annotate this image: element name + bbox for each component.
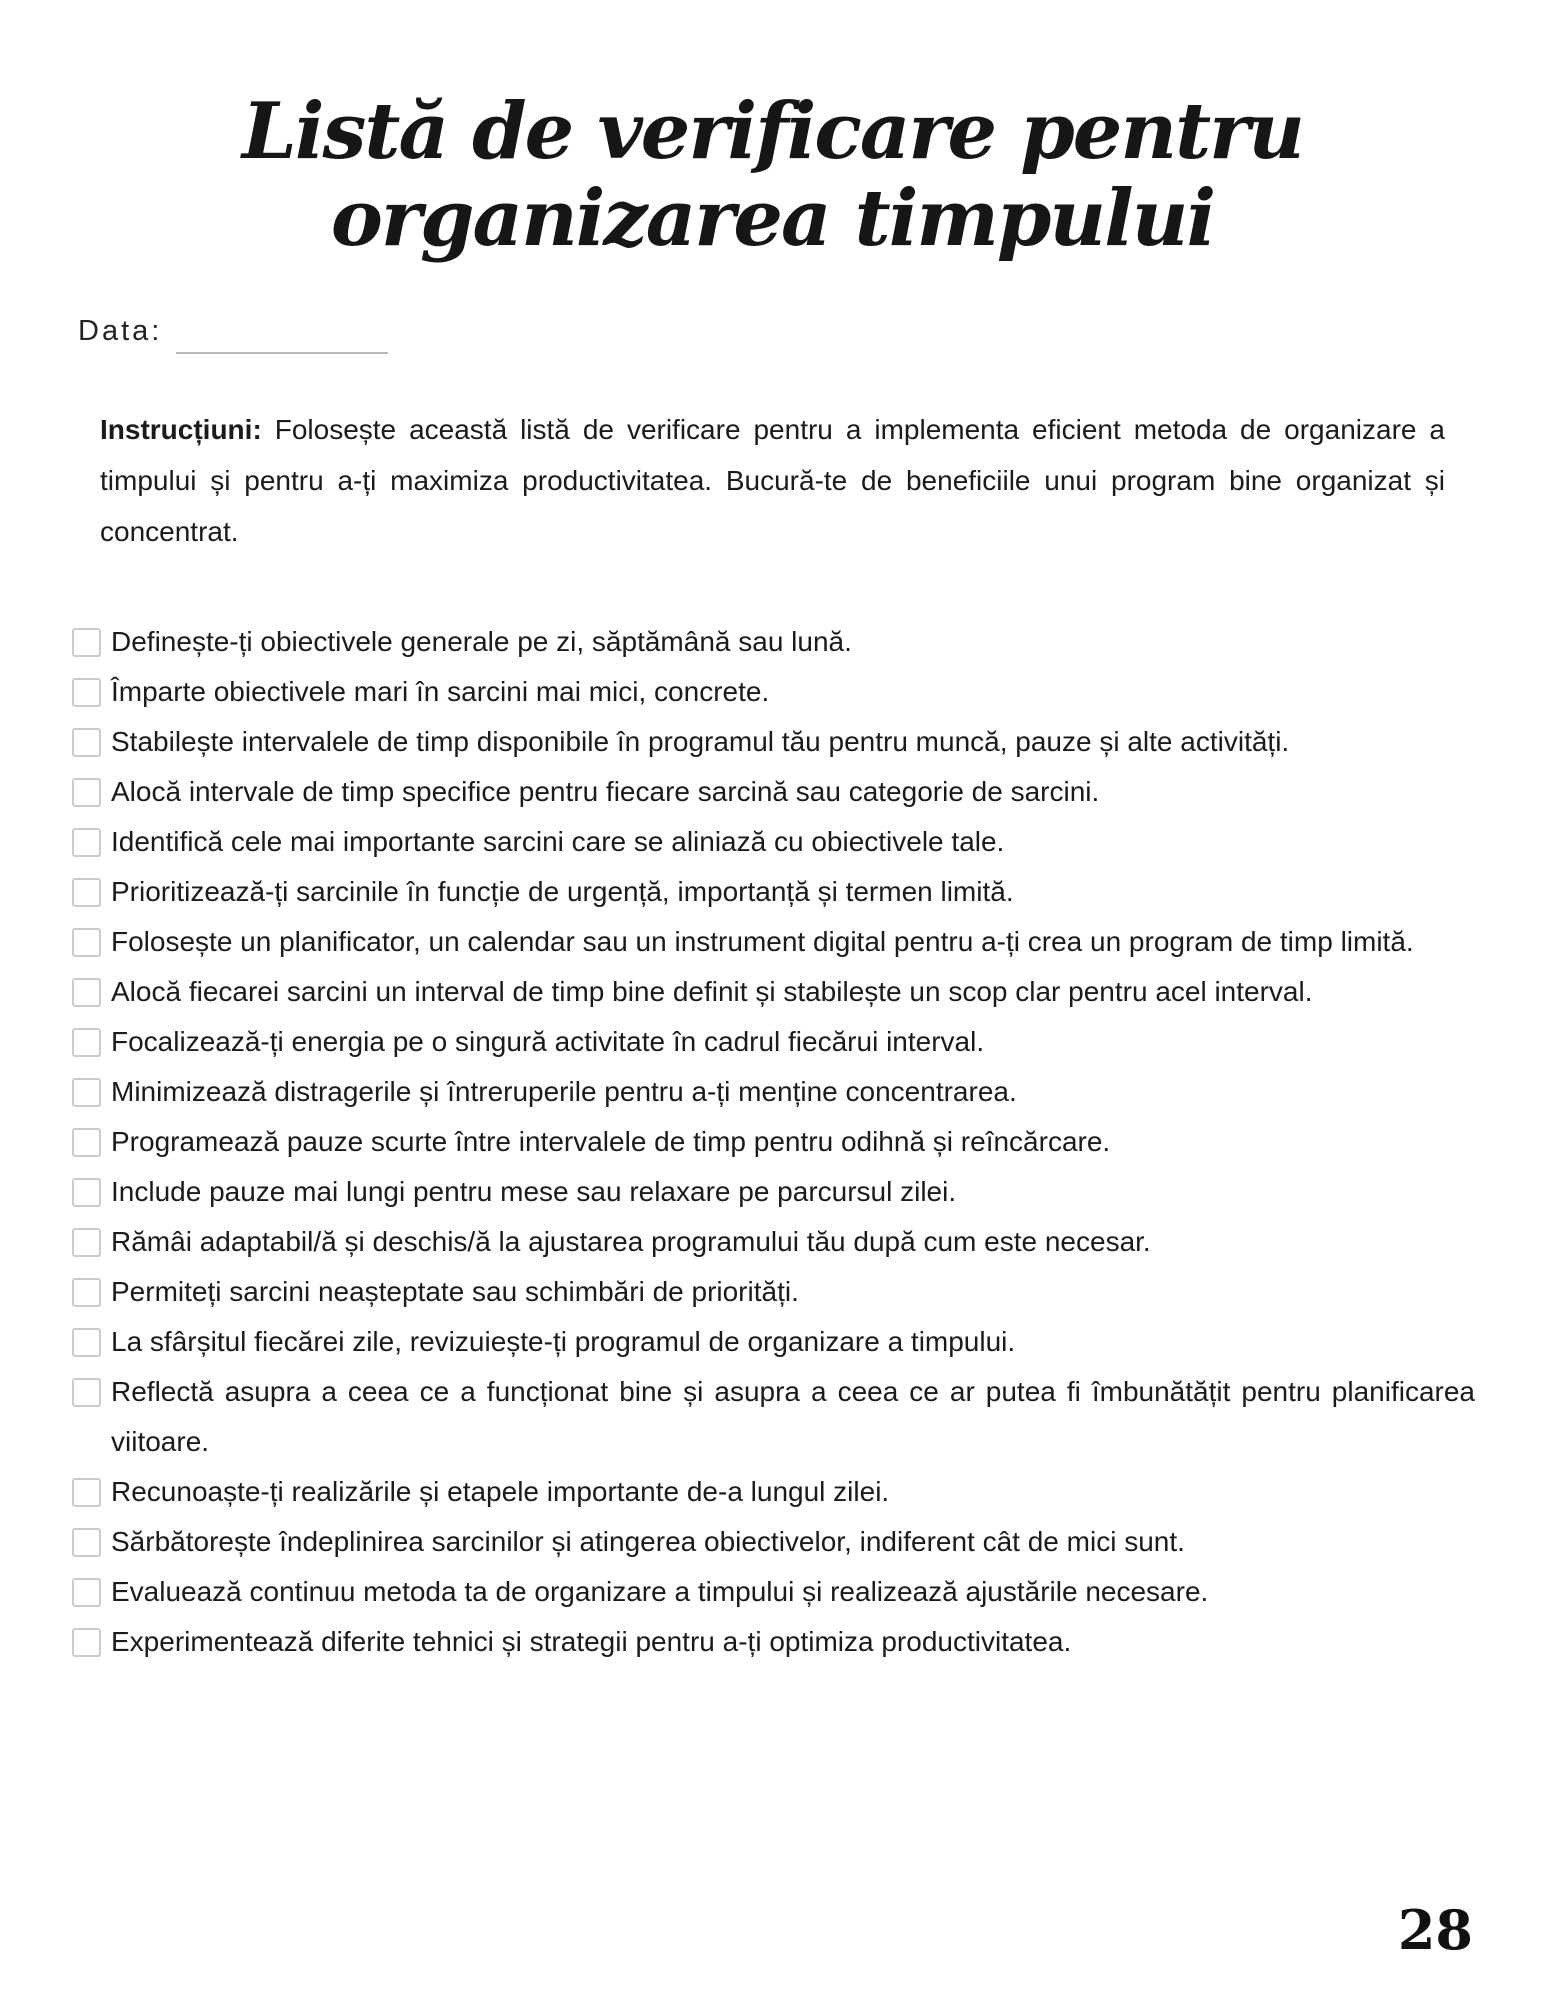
checklist-item-label: Definește-ți obiectivele generale pe zi, săptămână sau lună. <box>111 625 852 657</box>
checklist-item <box>72 1317 1475 1367</box>
checkbox[interactable] <box>72 1578 101 1607</box>
checklist-item-label: Minimizează distragerile și întreruperile pentru a-ți menține concentrarea. <box>111 1075 1017 1107</box>
checklist-item <box>72 1217 1475 1267</box>
checklist-item-label: Include pauze mai lungi pentru mese sau relaxare pe parcursul zilei. <box>111 1175 957 1207</box>
checklist-item-label: Permiteți sarcini neașteptate sau schimbări de priorități. <box>111 1275 799 1307</box>
checkbox[interactable] <box>72 1078 101 1107</box>
checklist-item <box>72 917 1475 967</box>
checklist-item-label: Alocă intervale de timp specifice pentru fiecare sarcină sau categorie de sarcini. <box>111 775 1100 807</box>
instructions-text: Folosește această listă de verificare pentru a implementa eficient metoda de organizare a timpului și pentru a-ți maximiza productivitatea. Bucură-te de beneficiile unui program bine organizat și concentrat. <box>100 413 1445 547</box>
checkbox[interactable] <box>72 678 101 707</box>
instructions-paragraph <box>100 404 1445 557</box>
checklist-item-label: Folosește un planificator, un calendar sau un instrument digital pentru a-ți crea un program de timp limită. <box>111 925 1414 957</box>
checklist-item <box>72 767 1475 817</box>
page-number: 28 <box>1397 1898 1473 1962</box>
checklist-item-label: Sărbătorește îndeplinirea sarcinilor și atingerea obiectivelor, indiferent cât de mici sunt. <box>111 1525 1185 1557</box>
checkbox[interactable] <box>72 628 101 657</box>
checklist-item-label: Focalizează-ți energia pe o singură activitate în cadrul fiecărui interval. <box>111 1025 985 1057</box>
checkbox[interactable] <box>72 878 101 907</box>
checkbox[interactable] <box>72 1328 101 1357</box>
date-row <box>78 315 1545 348</box>
checklist-item <box>72 1267 1475 1317</box>
checklist-item <box>72 617 1475 667</box>
checklist-item-label: La sfârșitul fiecărei zile, revizuiește-ți programul de organizare a timpului. <box>111 1325 1016 1357</box>
checklist-item <box>72 1617 1475 1667</box>
checklist-item <box>72 967 1475 1017</box>
checklist-item <box>72 1467 1475 1517</box>
page-title-line2: organizarea timpului <box>330 173 1215 265</box>
checklist-item <box>72 667 1475 717</box>
checklist-item-label: Identifică cele mai importante sarcini care se aliniază cu obiectivele tale. <box>111 825 1005 857</box>
checkbox[interactable] <box>72 1378 101 1407</box>
checklist-item <box>72 1567 1475 1617</box>
checkbox[interactable] <box>72 1028 101 1057</box>
checklist-item-label: Reflectă asupra a ceea ce a funcționat bine și asupra a ceea ce ar putea fi îmbunătățit pentru planificarea viitoare. <box>111 1375 1475 1457</box>
page-title <box>0 88 1545 263</box>
checklist-item <box>72 1167 1475 1217</box>
checklist-item-label: Evaluează continuu metoda ta de organizare a timpului și realizează ajustările necesare. <box>111 1575 1209 1607</box>
checkbox[interactable] <box>72 978 101 1007</box>
checkbox[interactable] <box>72 728 101 757</box>
checkbox[interactable] <box>72 1528 101 1557</box>
checklist-item <box>72 867 1475 917</box>
instructions-label: Instrucțiuni: <box>100 413 262 445</box>
checklist-item-label: Rămâi adaptabil/ă și deschis/ă la ajustarea programului tău după cum este necesar. <box>111 1225 1151 1257</box>
checklist-item <box>72 817 1475 867</box>
checkbox[interactable] <box>72 828 101 857</box>
page-title-line1: Listă de verificare pentru <box>242 86 1303 177</box>
date-fill-in-line[interactable] <box>176 352 388 354</box>
checklist-item-label: Stabilește intervalele de timp disponibile în programul tău pentru muncă, pauze și alte activități. <box>111 725 1290 757</box>
checklist-item <box>72 1017 1475 1067</box>
checklist <box>72 617 1475 1667</box>
checklist-item <box>72 1517 1475 1567</box>
checklist-item-label: Recunoaște-ți realizările și etapele importante de-a lungul zilei. <box>111 1475 890 1507</box>
checkbox[interactable] <box>72 1478 101 1507</box>
checklist-item-label: Prioritizează-ți sarcinile în funcție de urgență, importanță și termen limită. <box>111 875 1014 907</box>
checklist-item <box>72 1067 1475 1117</box>
checklist-item <box>72 717 1475 767</box>
checklist-item-label: Programează pauze scurte între intervalele de timp pentru odihnă și reîncărcare. <box>111 1125 1111 1157</box>
checklist-item-label: Experimentează diferite tehnici și strategii pentru a-ți optimiza productivitatea. <box>111 1625 1072 1657</box>
checkbox[interactable] <box>72 1628 101 1657</box>
checkbox[interactable] <box>72 1228 101 1257</box>
date-label: Data: <box>78 314 163 347</box>
checklist-item-label: Alocă fiecarei sarcini un interval de timp bine definit și stabilește un scop clar pentru acel interval. <box>111 975 1313 1007</box>
checklist-item <box>72 1117 1475 1167</box>
checkbox[interactable] <box>72 1128 101 1157</box>
checkbox[interactable] <box>72 778 101 807</box>
checkbox[interactable] <box>72 1278 101 1307</box>
checkbox[interactable] <box>72 1178 101 1207</box>
checkbox[interactable] <box>72 928 101 957</box>
checklist-item <box>72 1367 1475 1467</box>
checklist-item-label: Împarte obiectivele mari în sarcini mai mici, concrete. <box>111 675 770 707</box>
